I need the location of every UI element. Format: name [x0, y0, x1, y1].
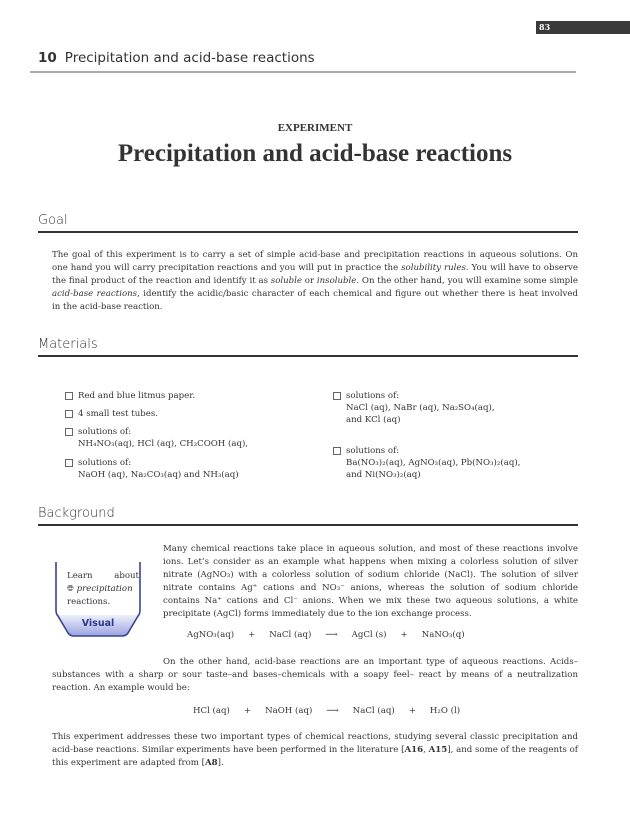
material-item: 4 small test tubes.: [78, 408, 158, 420]
checkbox-icon[interactable]: [65, 410, 73, 418]
equation-precipitation: AgNO₃(aq) + NaCl (aq) ⟶ AgCl (s) + NaNO₃(q): [187, 630, 465, 640]
page-number: 83: [539, 22, 551, 32]
globe-icon: 🌐︎: [67, 584, 74, 594]
material-item: solutions of: Ba(NO₃)₂(aq), AgNO₃(aq), Pb(NO₃)₂(aq), and Ni(NO₃)₂(aq): [346, 445, 520, 481]
visual-sidebar-text: Learn about 🌐︎ precipitation reactions.: [67, 571, 139, 607]
checkbox-icon[interactable]: [65, 428, 73, 436]
material-item: solutions of: NH₄NO₃(aq), HCl (aq), CH₃COOH (aq),: [78, 426, 248, 450]
visual-label[interactable]: Visual: [81, 618, 115, 629]
citation-link[interactable]: A15: [428, 745, 448, 755]
background-paragraph-1: Many chemical reactions take place in aqueous solution, and most of these reactions involve ions. Let’s consider as an example what happens when mixing a colorless solution of silver nitrate (AgNO₃) with a colorless solution of sodium chloride (NaCl). The solution of silver nitrate contains Ag⁺ cations and NO₃⁻ anions, whereas the solution of sodium chloride contains Na⁺ cations and Cl⁻ anions. When we mix these two aqueous solutions, a white precipitate (AgCl) forms immediately due to the ion exchange process.: [163, 544, 578, 619]
equation-neutralization: HCl (aq) + NaOH (aq) ⟶ NaCl (aq) + H₂O (l): [193, 706, 461, 716]
citation-link[interactable]: A8: [204, 758, 218, 768]
checkbox-icon[interactable]: [333, 392, 341, 400]
chapter-rule: [30, 71, 576, 73]
checkbox-icon[interactable]: [333, 447, 341, 455]
visual-topic-link[interactable]: precipitation: [76, 584, 133, 594]
material-item: Red and blue litmus paper.: [78, 390, 195, 402]
page-number-tab: [536, 21, 630, 34]
background-paragraph-2: On the other hand, acid-base reactions are an important type of aqueous reactions. Acids–substances with a sharp or sour taste–and bases–chemicals with a soapy feel– react by means of a neutralization reaction. An example would be:: [52, 657, 578, 693]
page-title: Precipitation and acid-base reactions: [117, 140, 513, 167]
goal-rule: [38, 231, 578, 233]
goal-paragraph: The goal of this experiment is to carry a set of simple acid-base and precipitation reactions in aqueous solutions. On one hand you will carry precipitation reactions and you will put in practice the solubility rules. You will have to observe the final product of the reaction and identify it as soluble or insoluble. On the other hand, you will examine some simple acid-base reactions, identify the acidic/basic character of each chemical and figure out whether there is heat involved in the acid-base reaction.: [52, 250, 578, 312]
background-paragraph-3: This experiment addresses these two important types of chemical reactions, studying several classic precipitation and acid-base reactions. Similar experiments have been performed in the literature [A16, A15], and some of the reagents of this experiment are adapted from [A8].: [52, 732, 578, 768]
materials-heading: Materials: [38, 337, 98, 352]
goal-heading: Goal: [38, 213, 68, 228]
chapter-title: Precipitation and acid-base reactions: [64, 50, 315, 66]
citation-link[interactable]: A16: [404, 745, 424, 755]
materials-rule: [38, 355, 578, 357]
checkbox-icon[interactable]: [65, 459, 73, 467]
chapter-header: [38, 50, 315, 66]
checkbox-icon[interactable]: [65, 392, 73, 400]
experiment-kicker: EXPERIMENT: [277, 122, 353, 134]
background-rule: [38, 524, 578, 526]
background-heading: Background: [38, 506, 115, 521]
material-item: solutions of: NaOH (aq), Na₂CO₃(aq) and NH₃(aq): [78, 457, 239, 481]
chapter-number: 10: [38, 50, 57, 66]
material-item: solutions of: NaCl (aq), NaBr (aq), Na₂SO₄(aq), and KCl (aq): [346, 390, 495, 426]
